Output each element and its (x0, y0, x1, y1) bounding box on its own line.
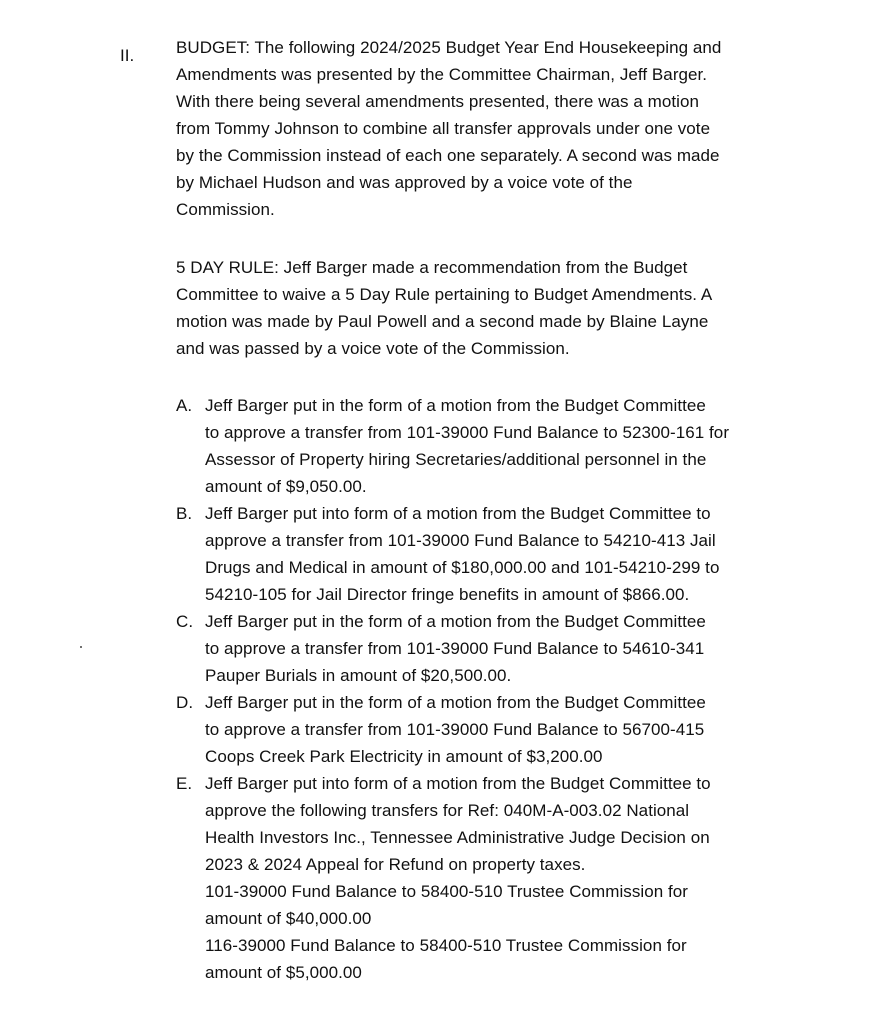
list-item-line: Drugs and Medical in amount of $180,000.00 and 101-54210-299 to (205, 558, 720, 577)
list-item-line: to approve a transfer from 101-39000 Fund Balance to 54610-341 (205, 639, 705, 658)
list-item-letter: D. (176, 693, 194, 712)
list-item-line: Jeff Barger put into form of a motion from the Budget Committee to (205, 774, 711, 793)
paragraph-line: motion was made by Paul Powell and a second made by Blaine Layne (176, 312, 709, 331)
list-item-letter: E. (176, 774, 193, 793)
list-item-line: Jeff Barger put in the form of a motion from the Budget Committee (205, 612, 706, 631)
paragraph-line: from Tommy Johnson to combine all transfer approvals under one vote (176, 119, 711, 138)
list-item-line: to approve a transfer from 101-39000 Fund Balance to 52300-161 for (205, 423, 730, 442)
list-item-line: 116-39000 Fund Balance to 58400-510 Trustee Commission for (205, 936, 687, 955)
list-item-line: Coops Creek Park Electricity in amount of $3,200.00 (205, 747, 603, 766)
list-item-line: approve a transfer from 101-39000 Fund Balance to 54210-413 Jail (205, 531, 716, 550)
paragraph-line: by the Commission instead of each one separately. A second was made (176, 146, 720, 165)
paragraph-line: and was passed by a voice vote of the Commission. (176, 339, 570, 358)
list-item-line: 101-39000 Fund Balance to 58400-510 Trustee Commission for (205, 882, 688, 901)
list-item-d (176, 689, 816, 770)
list-item-line: Pauper Burials in amount of $20,500.00. (205, 666, 512, 685)
paragraph-line: 5 DAY RULE: Jeff Barger made a recommendation from the Budget (176, 258, 688, 277)
paragraph-line: Committee to waive a 5 Day Rule pertaining to Budget Amendments. A (176, 285, 713, 304)
paragraph-line: Commission. (176, 200, 275, 219)
list-item-line: approve the following transfers for Ref: 040M-A-003.02 National (205, 801, 690, 820)
list-item-letter: C. (176, 612, 194, 631)
list-item-line: Assessor of Property hiring Secretaries/additional personnel in the (205, 450, 707, 469)
scan-speck (80, 646, 82, 648)
list-item-line: Jeff Barger put into form of a motion from the Budget Committee to (205, 504, 711, 523)
list-item-line: Jeff Barger put in the form of a motion from the Budget Committee (205, 396, 706, 415)
list-item-line: amount of $5,000.00 (205, 963, 362, 982)
section-numeral: II. (120, 46, 135, 65)
list-item-line: Jeff Barger put in the form of a motion from the Budget Committee (205, 693, 706, 712)
paragraph-line: BUDGET: The following 2024/2025 Budget Year End Housekeeping and (176, 38, 722, 57)
list-item-letter: A. (176, 396, 193, 415)
list-item-b (176, 500, 816, 608)
list-item-line: to approve a transfer from 101-39000 Fund Balance to 56700-415 (205, 720, 705, 739)
budget-paragraph (176, 34, 816, 223)
list-item-line: 2023 & 2024 Appeal for Refund on property taxes. (205, 855, 586, 874)
list-item-e (176, 770, 816, 986)
list-item-line: 54210-105 for Jail Director fringe benefits in amount of $866.00. (205, 585, 690, 604)
list-item-c (176, 608, 816, 689)
list-item-a (176, 392, 816, 500)
paragraph-line: With there being several amendments presented, there was a motion (176, 92, 699, 111)
list-item-line: amount of $9,050.00. (205, 477, 367, 496)
paragraph-line: Amendments was presented by the Committee Chairman, Jeff Barger. (176, 65, 708, 84)
motion-list (176, 392, 816, 986)
paragraph-line: by Michael Hudson and was approved by a voice vote of the (176, 173, 633, 192)
list-item-line: Health Investors Inc., Tennessee Administrative Judge Decision on (205, 828, 710, 847)
five-day-rule-paragraph (176, 254, 816, 362)
list-item-line: amount of $40,000.00 (205, 909, 372, 928)
list-item-letter: B. (176, 504, 193, 523)
